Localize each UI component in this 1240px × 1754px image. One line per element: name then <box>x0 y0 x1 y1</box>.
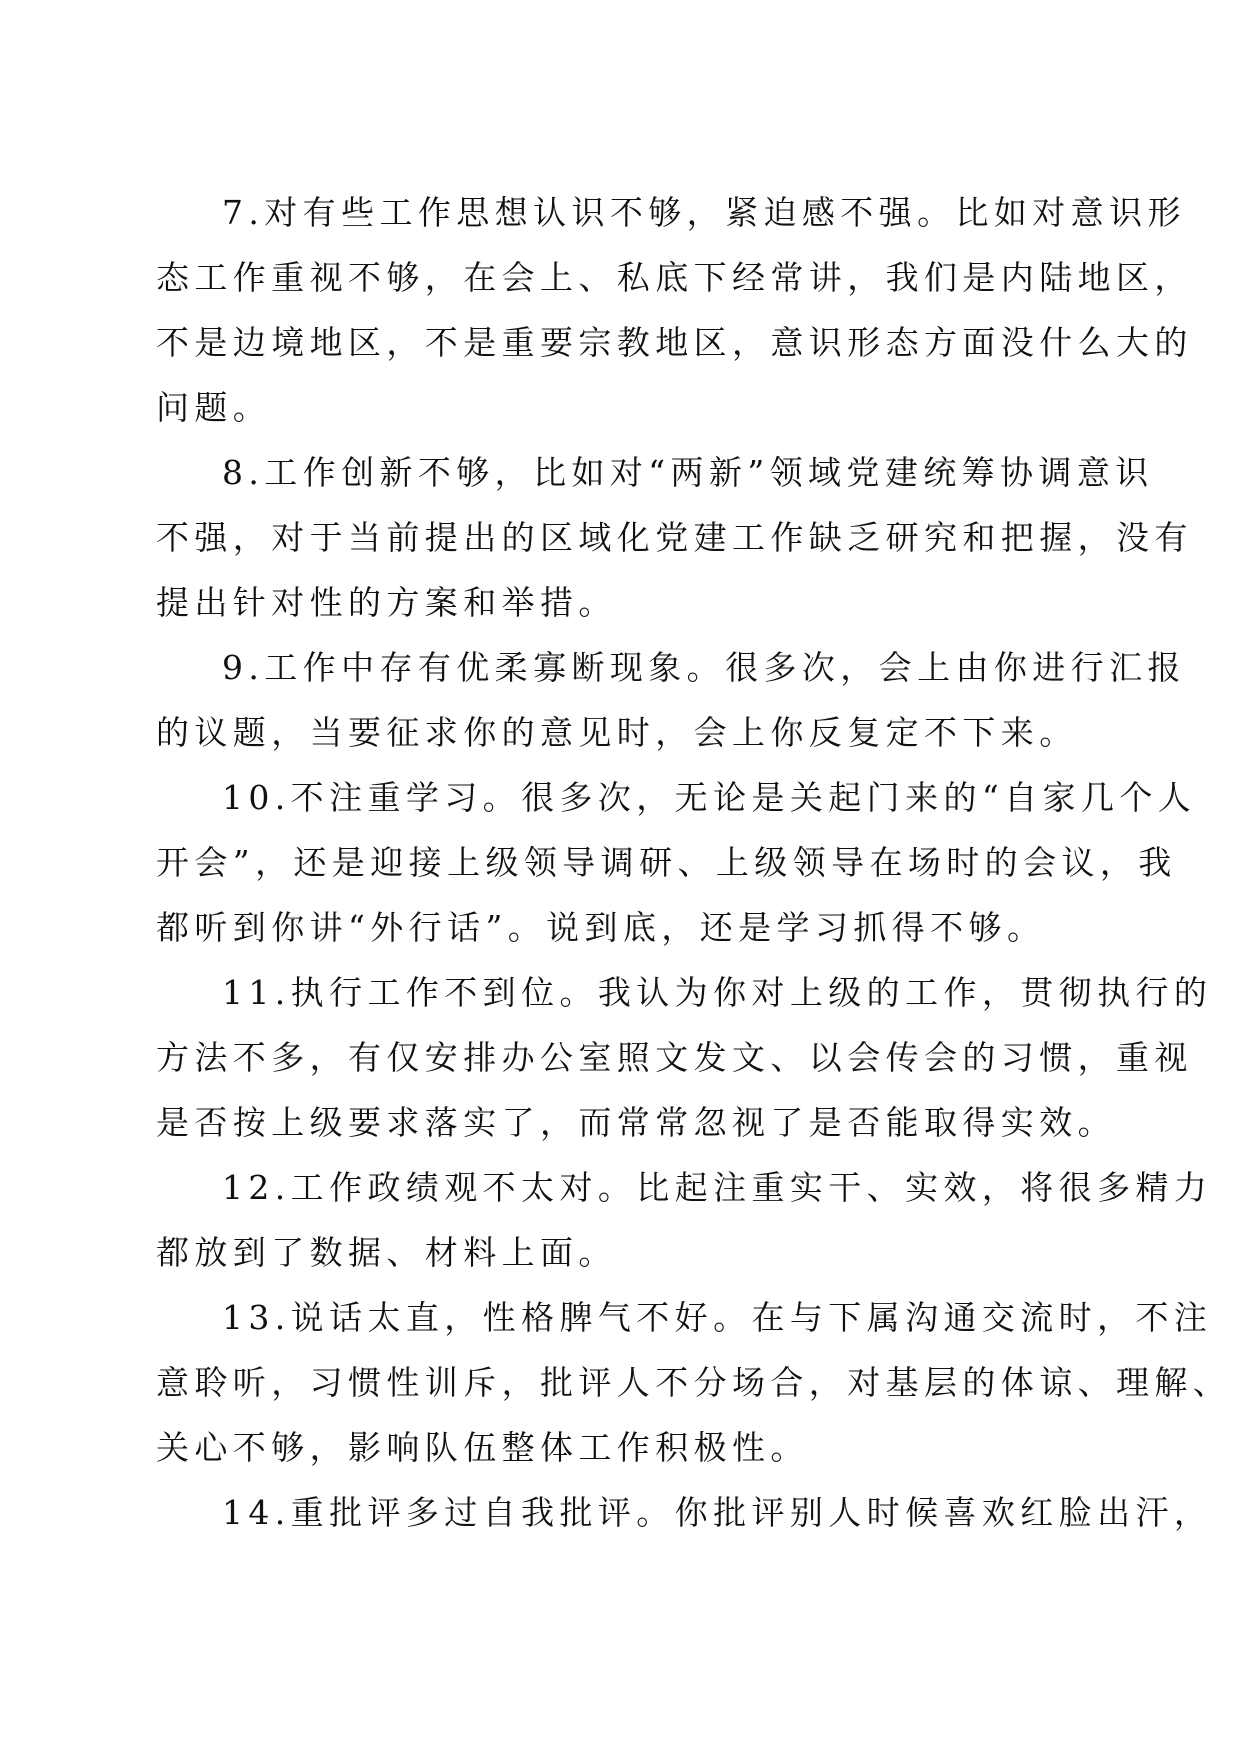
paragraph-line: 的议题，当要征求你的意见时，会上你反复定不下来。 <box>156 713 1078 752</box>
paragraph-line: 12.工作政绩观不太对。比起注重实干、实效，将很多精力 <box>222 1168 1213 1207</box>
paragraph-line: 9.工作中存有优柔寡断现象。很多次，会上由你进行汇报 <box>222 648 1186 687</box>
paragraph-line: 问题。 <box>156 388 272 427</box>
paragraph-line: 14.重批评多过自我批评。你批评别人时候喜欢红脸出汗， <box>222 1493 1213 1532</box>
paragraph-8 <box>156 440 1193 635</box>
paragraph-line: 10.不注重学习。很多次，无论是关起门来的“自家几个人 <box>222 778 1197 817</box>
paragraph-line: 是否按上级要求落实了，而常常忽视了是否能取得实效。 <box>156 1103 1116 1142</box>
paragraph-line: 提出针对性的方案和举措。 <box>156 583 617 622</box>
paragraph-9 <box>156 635 1186 765</box>
paragraph-line: 不强，对于当前提出的区域化党建工作缺乏研究和把握，没有 <box>156 518 1193 557</box>
paragraph-line: 都放到了数据、材料上面。 <box>156 1233 617 1272</box>
document-body <box>156 180 1232 1545</box>
paragraph-line: 13.说话太直，性格脾气不好。在与下属沟通交流时，不注 <box>222 1298 1213 1337</box>
paragraph-12 <box>156 1155 1213 1285</box>
paragraph-line: 态工作重视不够，在会上、私底下经常讲，我们是内陆地区， <box>156 258 1193 297</box>
paragraph-14 <box>156 1480 1213 1545</box>
paragraph-line: 方法不多，有仅安排办公室照文发文、以会传会的习惯，重视 <box>156 1038 1193 1077</box>
paragraph-line: 7.对有些工作思想认识不够，紧迫感不强。比如对意识形 <box>222 193 1186 232</box>
paragraph-line: 8.工作创新不够，比如对“两新”领域党建统筹协调意识 <box>222 453 1154 492</box>
paragraph-line: 不是边境地区，不是重要宗教地区，意识形态方面没什么大的 <box>156 323 1193 362</box>
paragraph-line: 都听到你讲“外行话”。说到底，还是学习抓得不够。 <box>156 908 1046 947</box>
paragraph-line: 关心不够，影响队伍整体工作积极性。 <box>156 1428 809 1467</box>
paragraph-11 <box>156 960 1213 1155</box>
paragraph-13 <box>156 1285 1232 1480</box>
paragraph-line: 意聆听，习惯性训斥，批评人不分场合，对基层的体谅、理解、 <box>156 1363 1232 1402</box>
paragraph-line: 开会”，还是迎接上级领导调研、上级领导在场时的会议，我 <box>156 843 1177 882</box>
paragraph-7 <box>156 180 1193 440</box>
paragraph-10 <box>156 765 1197 960</box>
paragraph-line: 11.执行工作不到位。我认为你对上级的工作，贯彻执行的 <box>222 973 1213 1012</box>
